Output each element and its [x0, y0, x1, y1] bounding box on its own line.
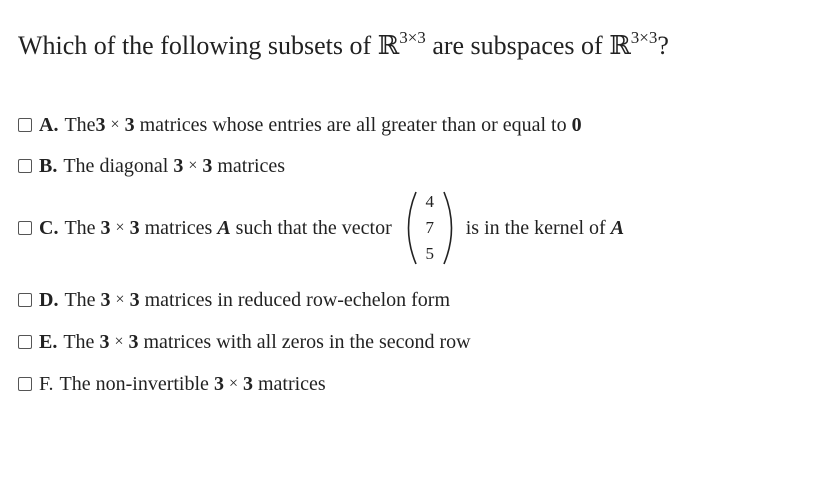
option-letter: B.	[39, 154, 58, 177]
option-text: is in the kernel of	[460, 216, 611, 239]
math-times: ×	[114, 333, 124, 350]
vector-entry: 4	[425, 192, 434, 211]
math-number: 3	[173, 154, 184, 177]
math-times: ×	[188, 157, 198, 174]
option-text: matrices in reduced row-echelon form	[139, 288, 450, 311]
math-exponent: 3×3	[399, 28, 426, 47]
option-text: The	[64, 113, 96, 136]
math-number: 3	[129, 288, 140, 311]
option-letter: E.	[39, 330, 58, 353]
option-letter: C.	[39, 216, 59, 239]
option-text: The non-invertible	[59, 372, 214, 395]
math-variable: A	[217, 216, 231, 239]
question-part: ?	[657, 31, 669, 60]
math-times: ×	[115, 219, 125, 236]
option-text: The	[63, 330, 100, 353]
math-number: 3	[95, 113, 106, 136]
column-vector	[403, 188, 457, 268]
option-text: matrices	[212, 154, 286, 177]
math-number: 3	[100, 288, 111, 311]
option-f[interactable]	[18, 371, 326, 397]
math-times: ×	[110, 116, 120, 133]
option-text: The	[64, 288, 101, 311]
option-text: such that the vector	[230, 216, 397, 239]
option-letter: D.	[39, 288, 59, 311]
option-text: matrices	[252, 372, 326, 395]
math-number: 3	[99, 330, 110, 353]
option-b-checkbox[interactable]	[18, 159, 32, 173]
math-field: ℝ	[377, 31, 400, 60]
question-part: are subspaces of	[425, 31, 610, 60]
option-c[interactable]	[18, 192, 625, 263]
option-text: The	[64, 216, 101, 239]
question-text	[18, 28, 669, 64]
math-number: 3	[100, 216, 111, 239]
option-d-checkbox[interactable]	[18, 293, 32, 307]
option-e-checkbox[interactable]	[18, 335, 32, 349]
vector-entry: 5	[425, 244, 434, 263]
math-exponent: 3×3	[630, 28, 658, 47]
option-e[interactable]	[18, 329, 471, 355]
math-field: ℝ	[609, 31, 631, 60]
option-text: matrices	[139, 216, 218, 239]
option-a-checkbox[interactable]	[18, 118, 32, 132]
option-c-checkbox[interactable]	[18, 221, 32, 235]
math-number: 3	[124, 113, 135, 136]
math-number: 3	[202, 154, 213, 177]
math-variable: A	[610, 216, 625, 239]
question-part: Which of the following subsets of	[18, 31, 378, 60]
option-letter: F.	[39, 372, 54, 395]
math-number: 3	[213, 372, 224, 395]
math-number: 3	[128, 330, 139, 353]
math-times: ×	[228, 375, 238, 392]
option-text: matrices whose entries are all greater than or equal to	[134, 113, 572, 136]
option-a[interactable]	[18, 112, 582, 138]
option-text: matrices with all zeros in the second row	[138, 330, 471, 353]
vector-entry: 7	[425, 218, 434, 237]
option-letter: A.	[39, 113, 59, 136]
option-b[interactable]	[18, 153, 285, 179]
option-d[interactable]	[18, 287, 450, 313]
option-f-checkbox[interactable]	[18, 377, 32, 391]
math-number: 0	[571, 113, 582, 136]
option-text: The diagonal	[63, 154, 174, 177]
math-number: 3	[129, 216, 140, 239]
math-number: 3	[242, 372, 253, 395]
math-times: ×	[115, 291, 125, 308]
